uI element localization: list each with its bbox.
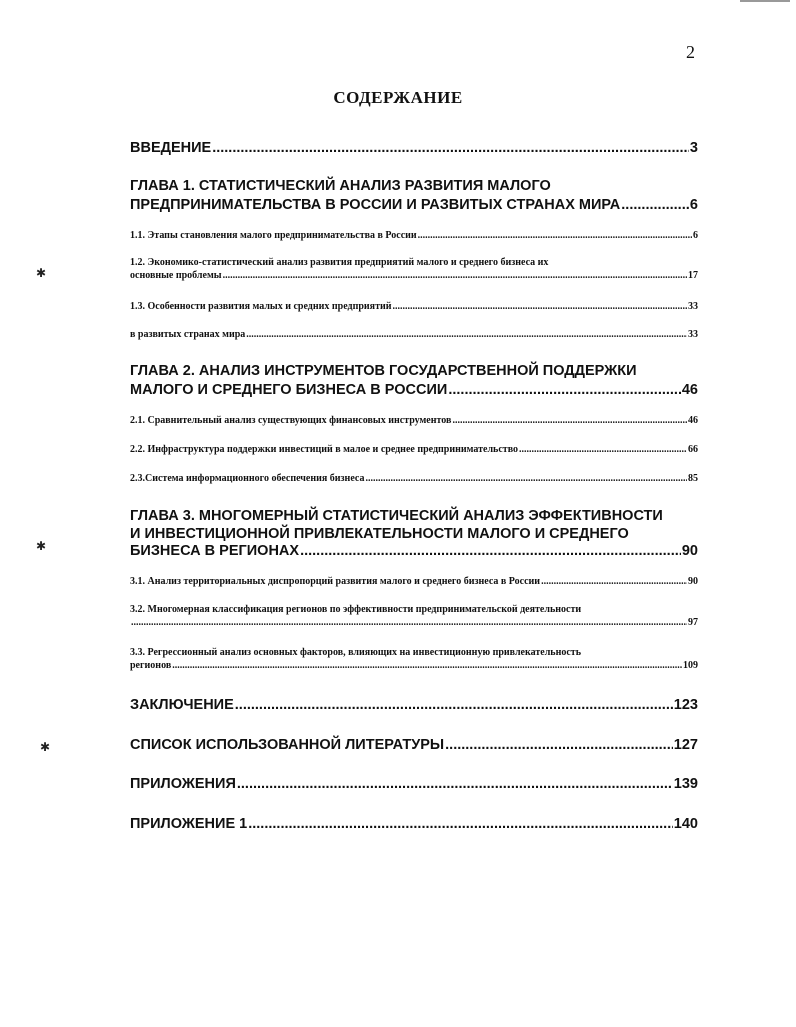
toc-entry-text-line-2: И ИНВЕСТИЦИОННОЙ ПРИВЛЕКАТЕЛЬНОСТИ МАЛОГО И СРЕДНЕГО xyxy=(130,525,629,542)
toc-entry-page: 66 xyxy=(688,444,698,455)
toc-entry-text-line-1: ГЛАВА 1. СТАТИСТИЧЕСКИЙ АНАЛИЗ РАЗВИТИЯ МАЛОГО xyxy=(130,178,551,194)
toc-entry-text: 1.3. Особенности развития малых и средних предприятий xyxy=(130,301,392,312)
binder-hole-mark: ✱ xyxy=(36,266,47,280)
dot-leader xyxy=(445,738,673,753)
toc-entry-page: 97 xyxy=(688,617,698,628)
toc-entry-section-1-3-cont[interactable] xyxy=(130,330,698,340)
toc-entry-chapter-1[interactable] xyxy=(130,179,698,212)
toc-entry-text: 2.2. Инфраструктура поддержки инвестиций в малое и среднее предпринимательство xyxy=(130,444,519,455)
toc-entry-text-line-1: ГЛАВА 2. АНАЛИЗ ИНСТРУМЕНТОВ ГОСУДАРСТВЕННОЙ ПОДДЕРЖКИ xyxy=(130,363,637,379)
toc-entry-text: БИЗНЕСА В РЕГИОНАХ xyxy=(130,543,300,559)
dot-leader xyxy=(418,231,692,241)
toc-entry-text-line-1: 3.2. Многомерная классификация регионов по эффективности предпринимательской деятельности xyxy=(130,604,582,615)
toc-entry-text: МАЛОГО И СРЕДНЕГО БИЗНЕСА В РОССИИ xyxy=(130,381,448,398)
page-number: 2 xyxy=(686,42,695,62)
toc-entry-text: регионов xyxy=(130,660,172,671)
toc-entry-references[interactable] xyxy=(130,738,698,753)
dot-leader xyxy=(365,474,687,484)
toc-entry-text: 2.3.Система информационного обеспечения бизнеса xyxy=(130,473,365,484)
dot-leader xyxy=(541,577,687,587)
toc-entry-section-2-3[interactable] xyxy=(130,474,698,484)
toc-entry-text: основные проблемы xyxy=(130,270,222,281)
toc-entry-text: СПИСОК ИСПОЛЬЗОВАННОЙ ЛИТЕРАТУРЫ xyxy=(130,737,445,753)
toc-entry-appendix-1[interactable] xyxy=(130,817,698,832)
scan-edge-line xyxy=(740,0,790,2)
dot-leader xyxy=(246,330,687,340)
toc-entry-text: 1.1. Этапы становления малого предпринимательства в России xyxy=(130,230,417,241)
dot-leader xyxy=(519,445,687,455)
dot-leader xyxy=(172,661,682,671)
toc-entry-page: 33 xyxy=(688,329,698,340)
toc-entry-text-line-1: ГЛАВА 3. МНОГОМЕРНЫЙ СТАТИСТИЧЕСКИЙ АНАЛИЗ ЭФФЕКТИВНОСТИ xyxy=(130,508,663,524)
toc-entry-text: ПРИЛОЖЕНИЯ xyxy=(130,776,236,792)
toc-entry-text-line-1: 1.2. Экономико-статистический анализ развития предприятий малого и среднего бизнеса их xyxy=(130,257,549,268)
toc-entry-section-1-1[interactable] xyxy=(130,231,698,241)
dot-leader xyxy=(235,698,673,713)
dot-leader xyxy=(212,141,689,156)
toc-entry-page: 33 xyxy=(688,301,698,312)
toc-entry-section-3-1[interactable] xyxy=(130,577,698,587)
toc-entry-introduction[interactable] xyxy=(130,141,698,156)
dot-leader xyxy=(452,416,687,426)
toc-entry-page: 46 xyxy=(688,415,698,426)
toc-title: СОДЕРЖАНИЕ xyxy=(333,88,463,107)
toc-entry-section-3-2[interactable] xyxy=(130,605,698,628)
dot-leader xyxy=(237,777,673,792)
toc-entry-conclusion[interactable] xyxy=(130,698,698,713)
toc-entry-page: 17 xyxy=(688,270,698,281)
toc-entry-page: 46 xyxy=(681,381,698,398)
dot-leader xyxy=(300,544,681,559)
toc-entry-text: 3.1. Анализ территориальных диспропорций развития малого и среднего бизнеса в России xyxy=(130,576,541,587)
toc-entry-page: 123 xyxy=(673,697,698,713)
toc-entry-section-2-2[interactable] xyxy=(130,445,698,455)
toc-entry-section-1-3[interactable] xyxy=(130,302,698,312)
toc-entry-text-line-1: 3.3. Регрессионный анализ основных факторов, влияющих на инвестиционную привлекательность xyxy=(130,647,581,658)
toc-entry-page: 90 xyxy=(681,543,698,559)
toc-entry-page: 139 xyxy=(673,776,698,792)
dot-leader xyxy=(393,302,687,312)
binder-hole-mark: ✱ xyxy=(36,539,47,553)
toc-entry-text: в развитых странах мира xyxy=(130,329,246,340)
toc-entry-section-2-1[interactable] xyxy=(130,416,698,426)
toc-entry-text: ПРЕДПРИНИМАТЕЛЬСТВА В РОССИИ И РАЗВИТЫХ СТРАНАХ МИРА xyxy=(130,196,621,213)
toc-entry-text: ВВЕДЕНИЕ xyxy=(130,140,212,156)
toc-entry-appendices[interactable] xyxy=(130,777,698,792)
toc-entry-page: 109 xyxy=(683,660,698,671)
toc-entry-text: 2.1. Сравнительный анализ существующих финансовых инструментов xyxy=(130,415,452,426)
toc-entry-page: 6 xyxy=(693,230,698,241)
toc-entry-text: ЗАКЛЮЧЕНИЕ xyxy=(130,697,234,713)
binder-hole-mark: ✱ xyxy=(40,740,51,754)
toc-entry-page: 6 xyxy=(689,196,698,213)
dot-leader xyxy=(131,618,687,628)
toc-entry-section-3-3[interactable] xyxy=(130,648,698,671)
toc-entry-page: 90 xyxy=(688,576,698,587)
toc-entry-page: 140 xyxy=(673,816,698,832)
toc-entry-text: ПРИЛОЖЕНИЕ 1 xyxy=(130,816,248,832)
dot-leader xyxy=(223,271,687,281)
dot-leader xyxy=(248,817,673,832)
toc-entry-chapter-3[interactable] xyxy=(130,509,698,559)
toc-entry-page: 85 xyxy=(688,473,698,484)
toc-entry-page: 3 xyxy=(689,140,698,156)
toc-entry-page: 127 xyxy=(673,737,698,753)
toc-entry-section-1-2[interactable] xyxy=(130,258,698,281)
dot-leader xyxy=(621,198,689,213)
toc-entry-chapter-2[interactable] xyxy=(130,364,698,397)
dot-leader xyxy=(448,383,681,398)
